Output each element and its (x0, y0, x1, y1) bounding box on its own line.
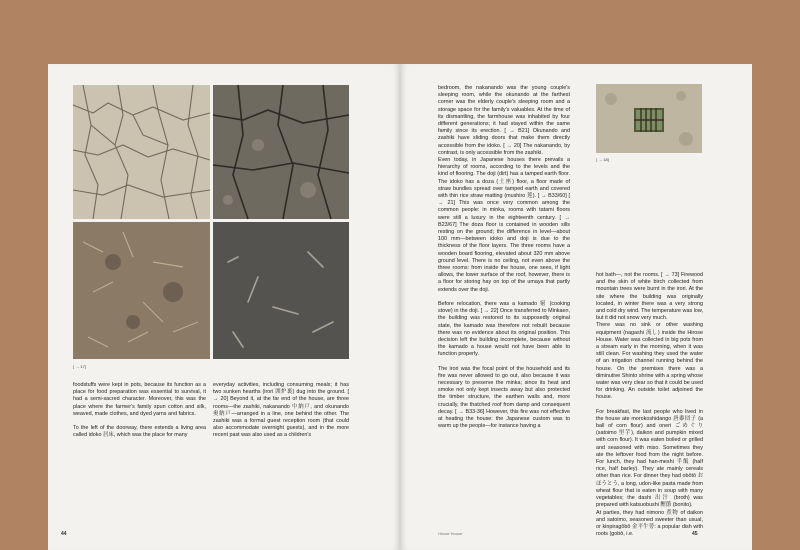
paragraph: The irori was the focal point of the household and its fire was never allowed to go out, also because it was necessary to preserve the minka; since its heat and smoke not only kept insects away but also protected the timber structure, the earthen walls and, more crucially, the thatched roof from damp and consequent decay. [ → B33-36] However, this fire was not effective at heating the house: the Japanese custom was to warm up the people—for instance having a (438, 365, 570, 430)
photo-dark-straw-plaster (213, 222, 349, 359)
photo-caption: [ → 17] (73, 364, 86, 369)
text-column-1 (73, 382, 206, 532)
paragraph: Before relocation, there was a kamado 窮 (cooking stove) in the doji. [ → 22] Once transferred to Minkaen, the building was restored to its supposedly original state, the kamado was therefore not rebuilt because there was no evidence about its original position. This decision left the building incomplete, because without the kamado a house would not have been able to function properly. (438, 300, 570, 358)
photo-dry-cracked-earth (73, 85, 210, 219)
paragraph: To the left of the doorway, there extends a living area called idoko 居床, which was the place for many (73, 425, 206, 439)
page-number: 45 (692, 531, 698, 537)
page-number: 44 (61, 531, 67, 537)
photo-caption: [ → 18] (596, 157, 609, 162)
photo-straw-clay-wall (73, 222, 210, 359)
photo-window-with-bars (596, 84, 702, 153)
photo-dark-cracked-mud (213, 85, 349, 219)
text-column-1 (438, 85, 570, 525)
right-page (400, 64, 752, 550)
paragraph: For breakfast, the last people who lived in the house ate morokoshidango 唐黍団子 (a ball of corn flour) and oneri ごめぐり (satoimo 里芋), daikon and pumpkin mixed with corn flour). It was eaten boiled or grilled and seasoned with miso. Sometimes they ate the leftover food from the night before. For lunch, they had han-meshi 半飯 (half rice, half barley). They ate mainly cereals other than rice. For dinner they had obōtō おほうとう, a long, udon-like pasta made from wheat flour that is eaten in soup with many vegetables; the dashi 出汁 (broth) was prepared with katsuobushi 鰹節 (bonito). (596, 408, 703, 509)
paragraph: Even today, in Japanese houses there prevails a hierarchy of rooms, according to the levels and the kind of flooring. The doji (dirt) has a tamped earth floor. The idoko has a doza (土座) floor, a floor made of straw bundles spread over tamped earth and covered with thin rice straw matting (mushiro 莲). [ → B33/60] [ → 21] This was once very common among the common people: in minka, rooms with tatami floors were still a luxury in the eighteenth century. [ → B23/67] The doza floor is contained in wooden sills resting on the ground; the difference in level—about 100 mm—between idoko and doji is due to the thickness of the floor layers. The three rooms have a wooden board flooring, elevated about 320 mm above ground level. There is no ceiling, not even above the three rooms: from inside the house, one sees, if light allows, the lower surface of the roof, however, there is a floor for storing hay on top of the umaya that partly extends over the doji. (438, 157, 570, 293)
left-page (48, 64, 400, 550)
paragraph: everyday activities, including consuming meals; it has two sunken hearths (irori 囲炉裏) dug into the ground. [ → 20] Beyond it, at the far end of the house, are three rooms—the zashiki, nakanando 中納戸, and okunando 奥納戸—arranged in a line, one behind the other. The zashiki was a formal guest reception room (that could also accommodate overnight guests), and in the more recent past was also used as a children's (213, 382, 349, 439)
text-column-2 (596, 272, 703, 538)
paragraph: foodstuffs were kept in pots, because its function as a place for food preparation was essential to survival, it had a semi-sacred character. Moreover, this was the place where the farmer's family spun cotton and silk, weaved, made clothes, and dyed yarns and fabrics. (73, 382, 206, 417)
running-head: Hirose House (438, 531, 463, 536)
paragraph: bedroom, the nakanando was the young couple's sleeping room, while the okunando at the farthest corner was the elderly couple's sleeping room and a storage space for the family's valuables. At the time of its dismantling, the farmhouse was inhabited by four different generations; it had stayed within the same family since its erection. [ → B21] Okunando and zashiki have sliding doors that make them directly accessible from the idoko. [ → 20] The nakanando, by contrast, is only accessible from the zashiki. (438, 85, 570, 156)
paragraph: At parties, they had nimono 煮物 of daikon and satoimo, seasoned sweeter than usual, or kinpiragōbō 金平牛蒡: a popular dish with roots (gobō, i.e. (596, 509, 703, 538)
paragraph: There was no sink or other washing equipment (nagashi 流し) inside the Hirose House. Water was collected in big pots from a stream early in the morning, when it was still clean. For washing they used the water of an irrigation channel running behind the house. On the premises there was a diminutive Shinto shrine with a spring whose water was very clear so that it could be used for drinking. An outside toilet adjoined the house. (596, 322, 703, 401)
text-column-2 (213, 382, 349, 532)
paragraph: hot bath—, not the rooms. [ → 73] Firewood and the skin of white birch collected from mountain trees were burnt in the irori. At the site where the building was originally located, in winter there was a very strong and cold dry wind. The temperature was low, but it did not snow very much. (596, 272, 703, 322)
